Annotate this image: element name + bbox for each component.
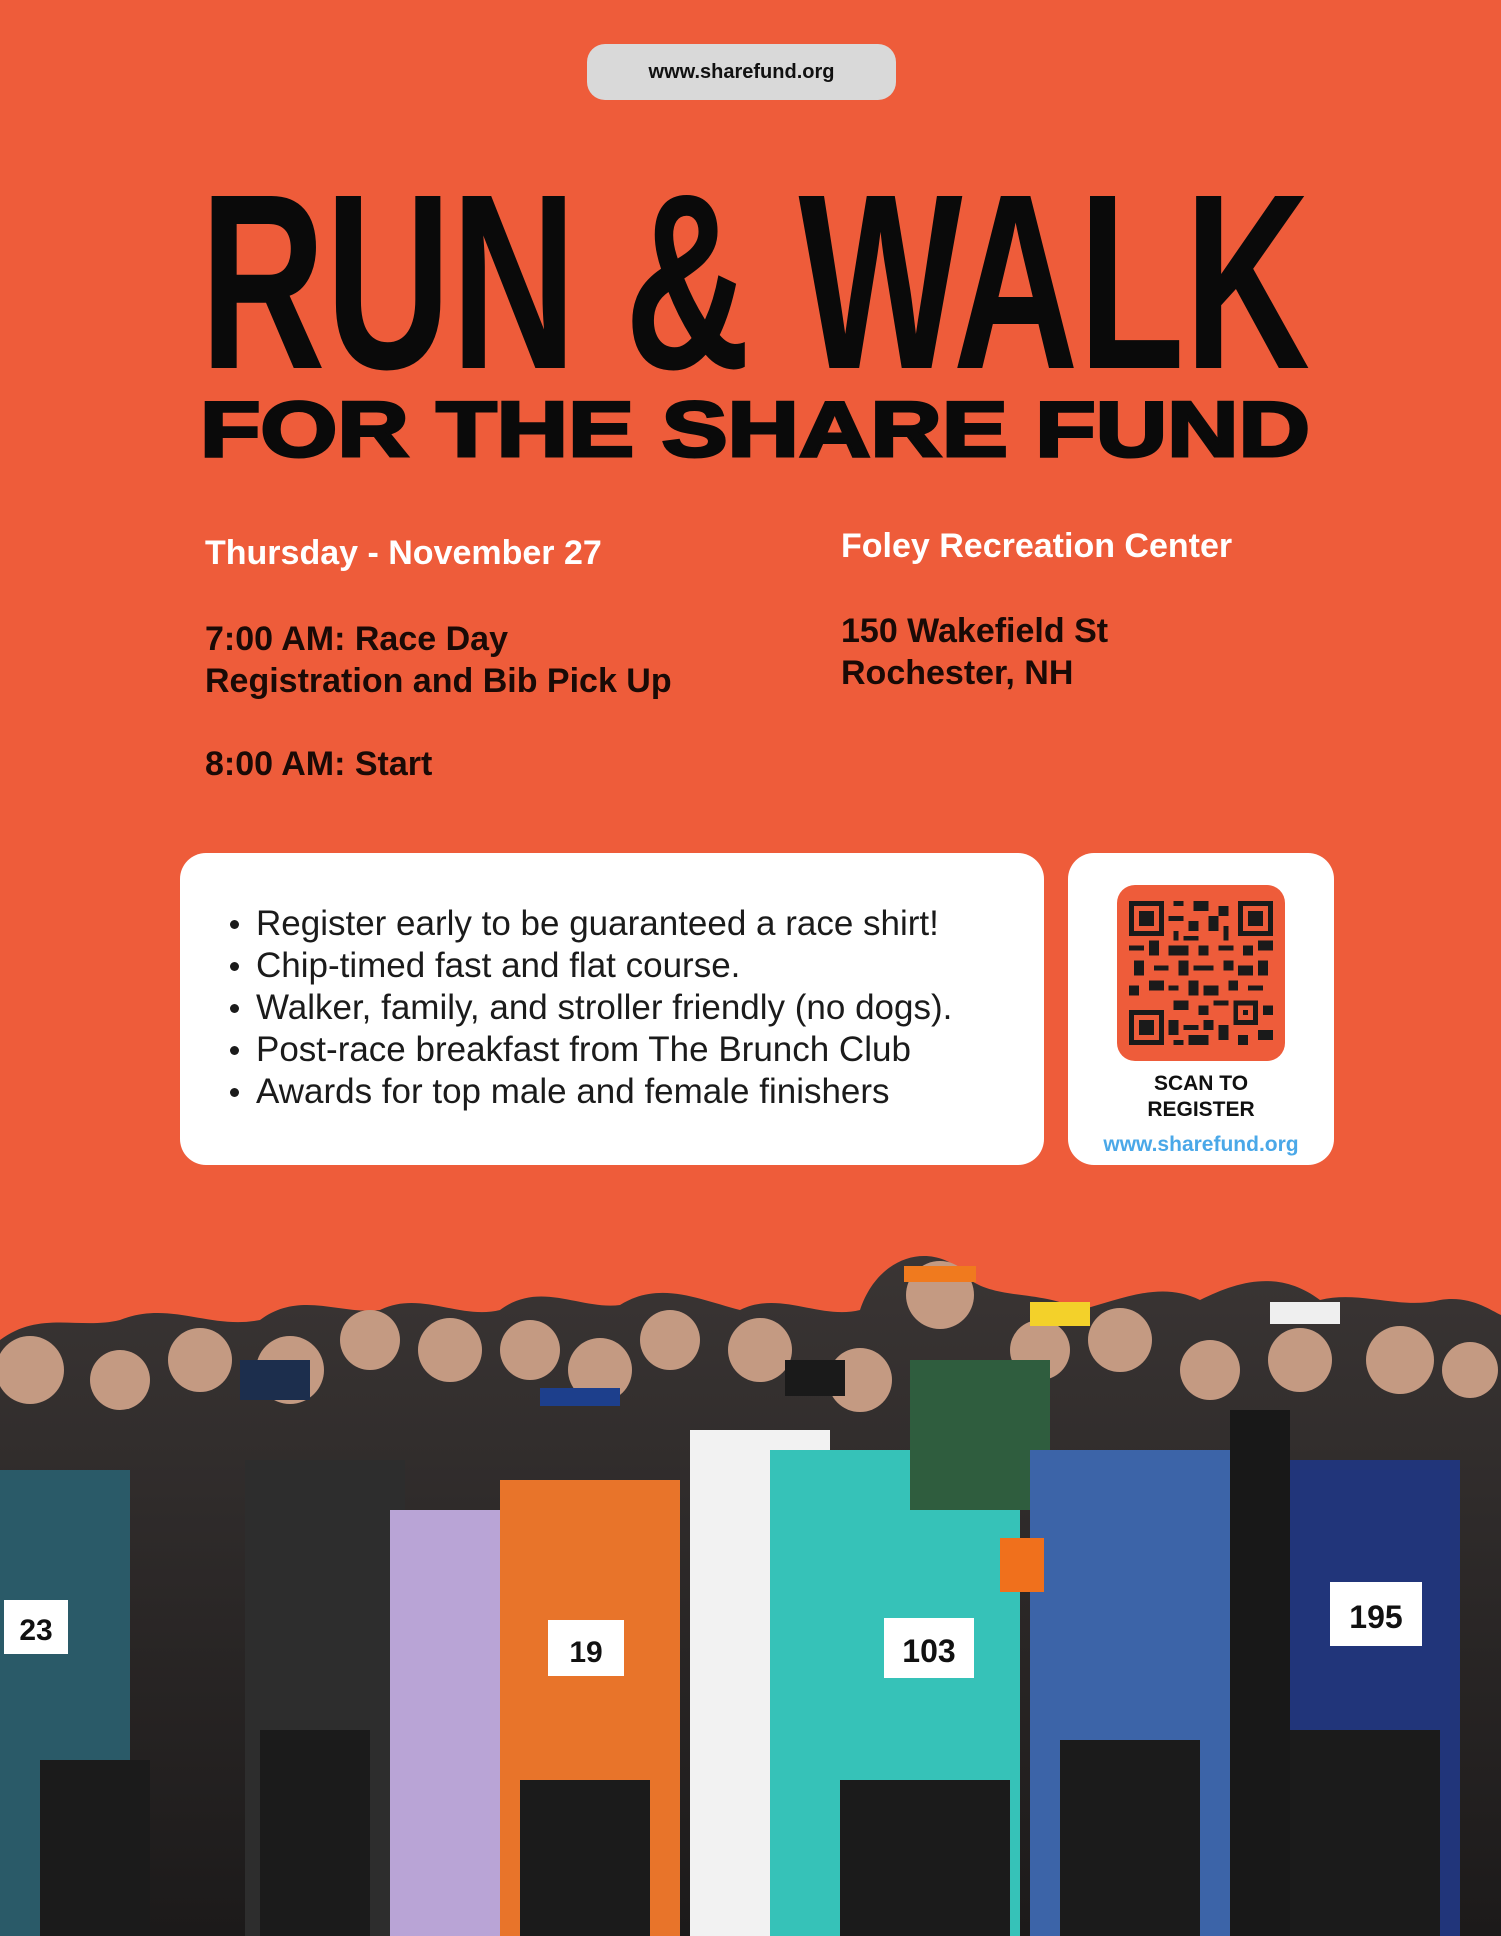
headline-line1: RUN & WALK xyxy=(200,142,1310,421)
registration-time xyxy=(205,618,672,702)
highlights-list xyxy=(256,903,1044,1113)
highlight-item: Register early to be guaranteed a race shirt! xyxy=(256,903,1044,945)
highlight-item: Post-race breakfast from The Brunch Club xyxy=(256,1029,1044,1071)
highlight-item: Walker, family, and stroller friendly (no dogs). xyxy=(256,987,1044,1029)
start-time: 8:00 AM: Start xyxy=(205,745,433,783)
qr-code-icon[interactable] xyxy=(1117,885,1285,1061)
bib-number: 19 xyxy=(569,1636,603,1669)
event-date: Thursday - November 27 xyxy=(205,534,602,572)
runners-photo xyxy=(0,1220,1501,1936)
highlights-card xyxy=(180,853,1044,1165)
qr-website-link[interactable]: www.sharefund.org xyxy=(1103,1133,1299,1156)
bib-number: 23 xyxy=(19,1614,53,1647)
bib-number: 103 xyxy=(902,1633,956,1669)
registration-line-2: Registration and Bib Pick Up xyxy=(205,662,672,700)
event-headline xyxy=(190,138,1320,462)
qr-card xyxy=(1068,853,1334,1165)
website-url-pill[interactable]: www.sharefund.org xyxy=(587,44,896,100)
address-city: Rochester, NH xyxy=(841,654,1074,692)
headline-line2: FOR THE SHARE FUND xyxy=(200,385,1310,462)
highlight-item: Chip-timed fast and flat course. xyxy=(256,945,1044,987)
qr-caption: SCAN TO REGISTER xyxy=(1147,1072,1255,1121)
bib-number: 195 xyxy=(1349,1599,1403,1635)
registration-line-1: 7:00 AM: Race Day xyxy=(205,620,508,658)
venue-name: Foley Recreation Center xyxy=(841,527,1233,565)
highlight-item: Awards for top male and female finishers xyxy=(256,1071,1044,1113)
venue-address xyxy=(841,610,1108,694)
address-street: 150 Wakefield St xyxy=(841,612,1109,650)
